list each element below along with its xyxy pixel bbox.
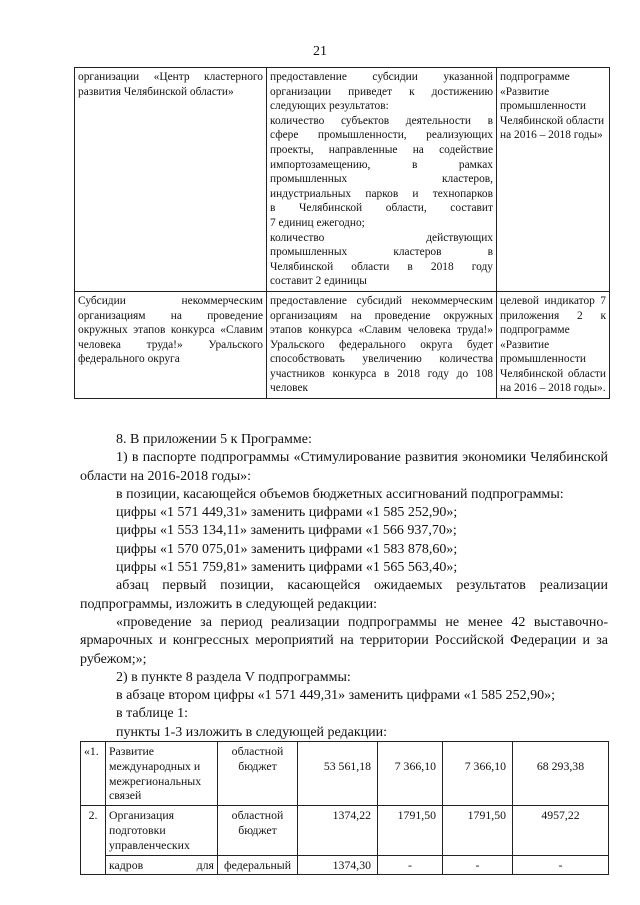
result-line: индустриальных парков и технопарков — [270, 187, 493, 200]
cell-number: «1. — [81, 742, 106, 806]
cell-source: федеральный — [218, 855, 298, 875]
cell-value: 1374,30 — [298, 855, 378, 875]
table-row — [81, 855, 609, 875]
cell-value: 1374,22 — [298, 806, 378, 855]
cell-indicator: целевой индикатор 7 приложения 2 к подпрограмме «Развитие промышленности Челябинской области на 2016 – 2018 годы». — [497, 291, 610, 398]
cell-value: 1791,50 — [378, 806, 443, 855]
result-line: Челябинской области в 2018 году — [270, 260, 493, 273]
body-text — [80, 431, 608, 742]
cell-indicator: подпрограмме «Развитие промышленности Челябинской области на 2016 – 2018 годы» — [497, 68, 610, 292]
paragraph: пункты 1-3 изложить в следующей редакции: — [116, 724, 388, 740]
result-line: количество действующих — [270, 231, 493, 244]
cell-total: 68 293,38 — [513, 742, 609, 806]
result-line: сфере промышленности, реализующих — [270, 129, 493, 142]
funding-table — [80, 741, 609, 875]
cell-value: 7 366,10 — [378, 742, 443, 806]
table-row — [81, 806, 609, 855]
result-line: 7 единиц ежегодно; — [270, 216, 365, 229]
paragraph: цифры «1 570 075,01» заменить цифрами «1 583 878,60»; — [116, 541, 458, 557]
measures-table — [74, 67, 610, 399]
paragraph: 2) в пункте 8 раздела V подпрограммы: — [116, 669, 351, 685]
result-line: организации приведет к достижению — [270, 85, 493, 98]
cell-result: предоставление субсидий некоммерческим организациям на проведение окружных этапов конкурса «Славим человека труда!» Уральского федерального округа будет способствовать увеличению количества участников конкурса в 2018 году до 108 человек — [267, 291, 497, 398]
cell-total: - — [513, 855, 609, 875]
result-line: количество субъектов деятельности в — [270, 114, 493, 127]
table-row — [75, 68, 610, 292]
table-row — [81, 742, 609, 806]
paragraph: цифры «1 551 759,81» заменить цифрами «1 565 563,40»; — [116, 560, 458, 576]
cell-value: 7 366,10 — [443, 742, 513, 806]
table-row — [75, 291, 610, 398]
cell-number: 2. — [81, 806, 106, 875]
cell-measure: организации «Центр кластерного развития Челябинской области» — [75, 68, 267, 292]
page-number: 21 — [313, 44, 327, 59]
cell-name: Развитие международных и межрегиональных связей — [106, 742, 218, 806]
result-line: предоставление субсидии указанной — [270, 71, 493, 83]
cell-value: 53 561,18 — [298, 742, 378, 806]
cell-value: 1791,50 — [443, 806, 513, 855]
result-line: в Челябинской области, составит — [270, 202, 493, 215]
cell-source: областной бюджет — [218, 742, 298, 806]
cell-total: 4957,22 — [513, 806, 609, 855]
cell-result — [267, 68, 497, 292]
cell-name: кадров для — [106, 855, 218, 875]
result-line: промышленных кластеров в — [270, 246, 493, 259]
paragraph: в абзаце втором цифры «1 571 449,31» заменить цифрами «1 585 252,90»; — [116, 688, 555, 704]
cell-value: - — [378, 855, 443, 875]
cell-name: Организация подготовки управленческих — [106, 806, 218, 855]
paragraph: абзац первый позиции, касающейся ожидаемых результатов реализации подпрограммы, изложить в следующей редакции: — [80, 578, 608, 612]
paragraph: «проведение за период реализации подпрограммы не менее 42 выставочно-ярмарочных и конгрессных мероприятий на территории Российской Федерации и за рубежом;»; — [80, 614, 608, 667]
paragraph: 8. В приложении 5 к Программе: — [116, 432, 312, 447]
cell-value: - — [443, 855, 513, 875]
paragraph: в позиции, касающейся объемов бюджетных ассигнований подпрограммы: — [116, 486, 564, 502]
result-line: импортозамещению, в рамках — [270, 158, 493, 171]
result-line: промышленных кластеров, — [270, 173, 493, 186]
result-line: проекты, направленные на содействие — [270, 143, 493, 156]
paragraph: 1) в паспорте подпрограммы «Стимулирование развития экономики Челябинской области на 2016-2018 годы»: — [80, 450, 608, 484]
paragraph: цифры «1 571 449,31» заменить цифрами «1 585 252,90»; — [116, 505, 458, 521]
cell-source: областной бюджет — [218, 806, 298, 855]
result-line: следующих результатов: — [270, 100, 389, 113]
cell-measure: Субсидии некоммерческим организациям на проведение окружных этапов конкурса «Славим человека труда!» Уральского федерального округа — [75, 291, 267, 398]
paragraph: цифры «1 553 134,11» заменить цифрами «1 566 937,70»; — [116, 523, 457, 539]
paragraph: в таблице 1: — [116, 706, 188, 722]
result-line: составит 2 единицы — [270, 275, 367, 288]
